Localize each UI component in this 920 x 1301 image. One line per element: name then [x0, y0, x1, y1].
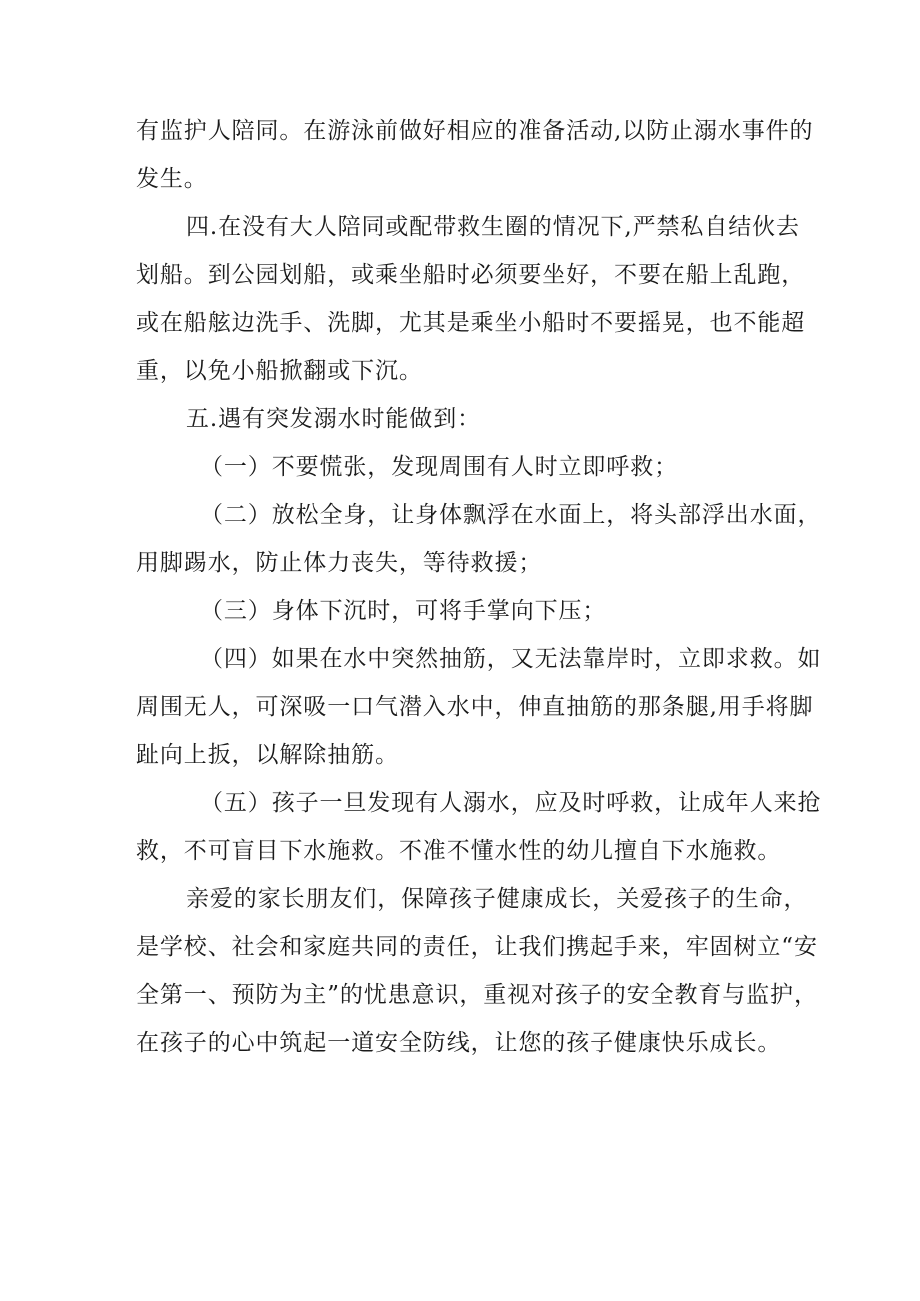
text-line: 五.遇有突发溺水时能做到：: [186, 406, 482, 432]
text-line: 划船。到公园划船，或乘坐船时必须要坐好，不要在船上乱跑，: [136, 262, 806, 288]
text-line: （四）如果在水中突然抽筋，又无法靠岸时，立即求救。如: [200, 646, 822, 672]
text-line: 亲爱的家长朋友们，保障孩子健康成长，关爱孩子的生命，: [186, 886, 808, 912]
text-line: 是学校、社会和家庭共同的责任，让我们携起手来，牢固树立“安: [136, 934, 818, 960]
text-line: 四.在没有大人陪同或配带救生圈的情况下,严禁私自结伙去: [186, 214, 800, 240]
text-line: 救，不可盲目下水施救。不准不懂水性的幼儿擅自下水施救。: [136, 838, 782, 864]
text-line: 发生。: [136, 166, 208, 192]
text-line: 全第一、预防为主”的忧患意识，重视对孩子的安全教育与监护，: [136, 982, 818, 1008]
text-line: （二）放松全身，让身体飘浮在水面上，将头部浮出水面，: [200, 502, 822, 528]
text-line: （一）不要慌张，发现周围有人时立即呼救；: [200, 454, 678, 480]
text-line: 用脚踢水，防止体力丧失，等待救援；: [136, 550, 543, 576]
text-line: 在孩子的心中筑起一道安全防线，让您的孩子健康快乐成长。: [136, 1030, 782, 1056]
text-line: 重，以免小船掀翻或下沉。: [136, 358, 423, 384]
text-line: 有监护人陪同。在游泳前做好相应的准备活动,以防止溺水事件的: [136, 118, 814, 144]
text-line: （五）孩子一旦发现有人溺水，应及时呼救，让成年人来抢: [200, 790, 822, 816]
text-line: 周围无人，可深吸一口气潜入水中，伸直抽筋的那条腿,用手将脚: [136, 694, 814, 720]
text-line: 或在船舷边洗手、洗脚，尤其是乘坐小船时不要摇晃，也不能超: [136, 310, 806, 336]
text-line: （三）身体下沉时，可将手掌向下压；: [200, 598, 607, 624]
text-line: 趾向上扳，以解除抽筋。: [136, 742, 399, 768]
